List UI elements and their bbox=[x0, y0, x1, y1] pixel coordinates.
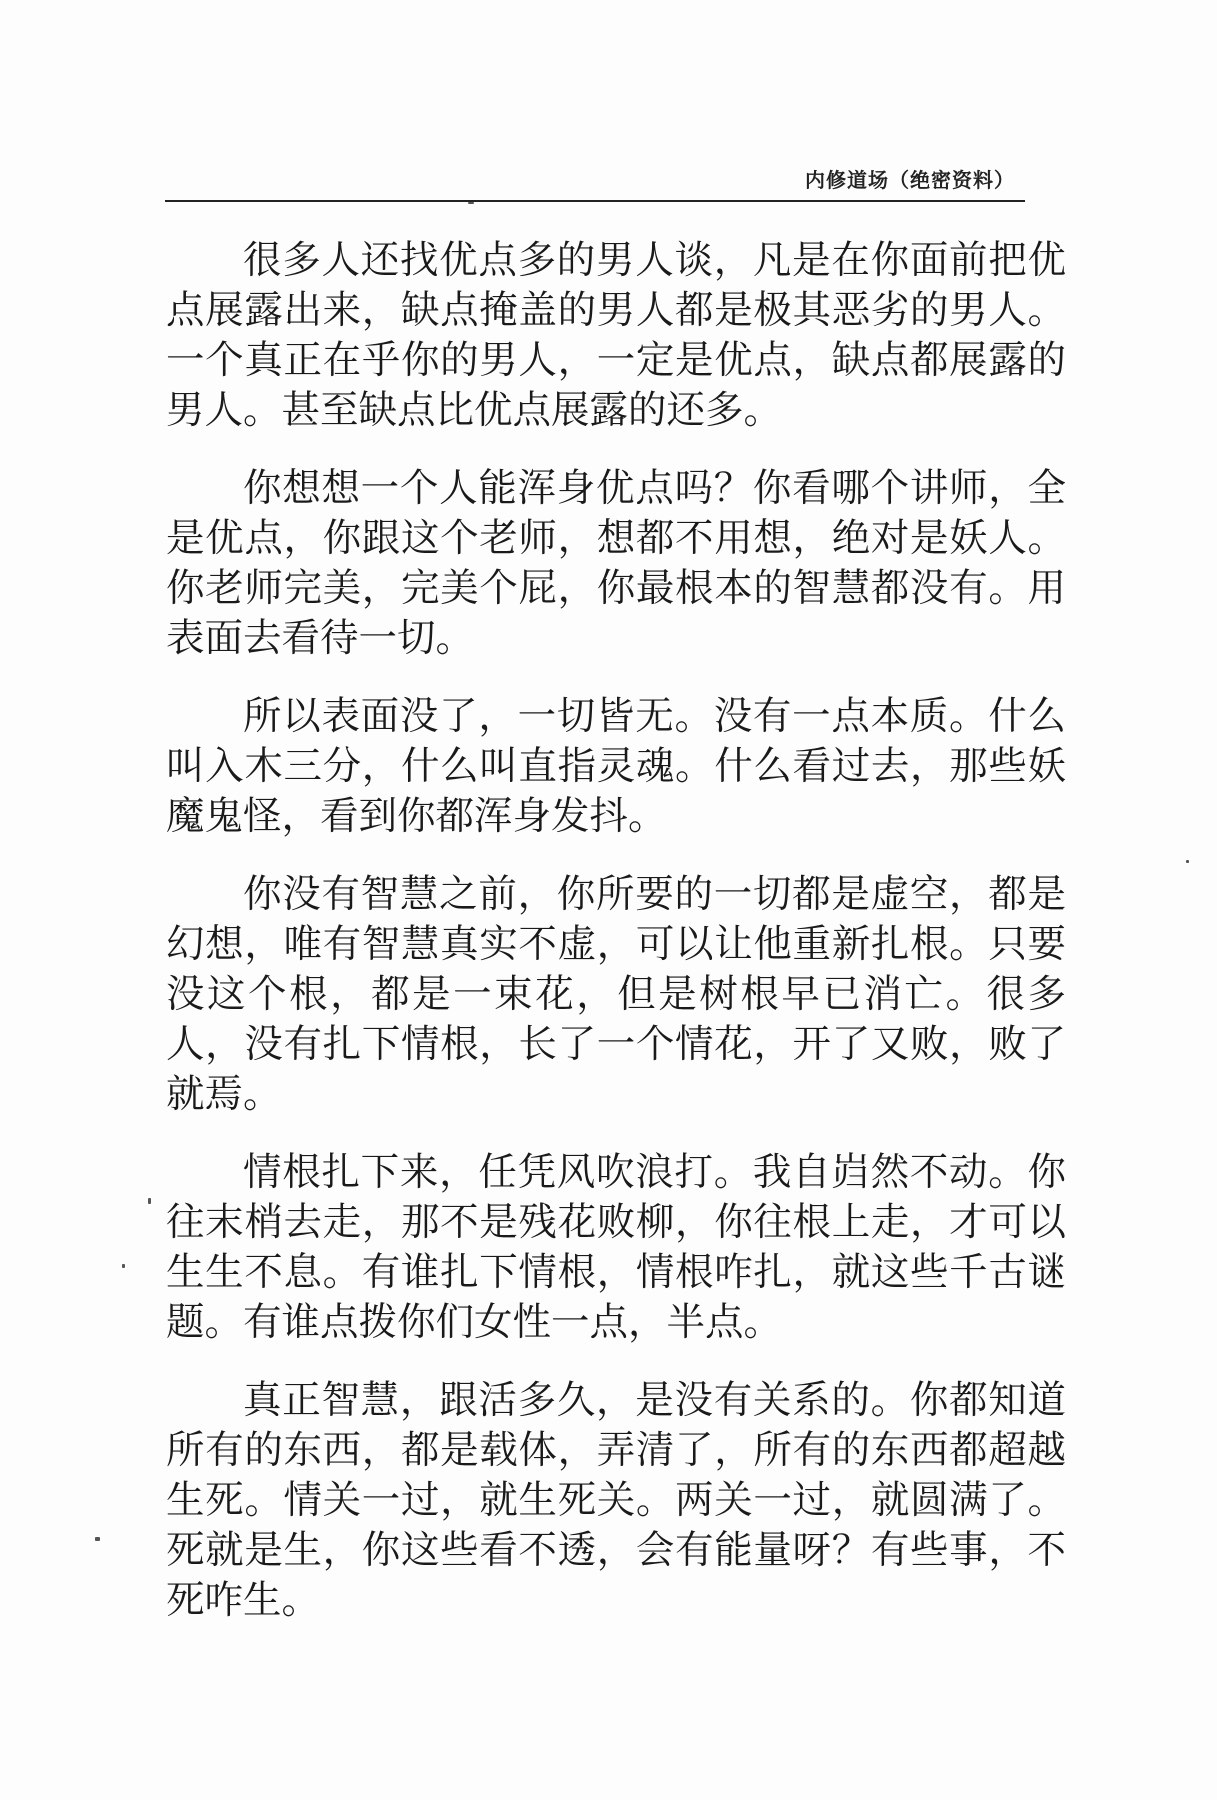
paragraph-6: 真正智慧，跟活多久，是没有关系的。你都知道所有的东西，都是载体，弄清了，所有的东西都超越生死。情关一过，就生死关。两关一过，就圆满了。死就是生，你这些看不透，会有能量呀？有些事，不死咋生。 bbox=[166, 1378, 1066, 1623]
paragraph-5: 情根扎下来，任凭风吹浪打。我自岿然不动。你往末梢去走，那不是残花败柳，你往根上走，才可以生生不息。有谁扎下情根，情根咋扎，就这些千古谜题。有谁点拨你们女性一点，半点。 bbox=[166, 1150, 1066, 1345]
scan-speck bbox=[148, 1198, 151, 1204]
scan-speck bbox=[122, 1264, 125, 1268]
scan-speck bbox=[468, 202, 474, 204]
scan-speck bbox=[95, 1537, 100, 1541]
paragraph-3: 所以表面没了，一切皆无。没有一点本质。什么叫入木三分，什么叫直指灵魂。什么看过去，那些妖魔鬼怪，看到你都浑身发抖。 bbox=[166, 694, 1066, 839]
paragraph-2: 你想想一个人能浑身优点吗？你看哪个讲师，全是优点，你跟这个老师，想都不用想，绝对是妖人。你老师完美，完美个屁，你最根本的智慧都没有。用表面去看待一切。 bbox=[166, 466, 1066, 661]
paragraph-1: 很多人还找优点多的男人谈，凡是在你面前把优点展露出来，缺点掩盖的男人都是极其恶劣的男人。一个真正在乎你的男人，一定是优点，缺点都展露的男人。甚至缺点比优点展露的还多。 bbox=[166, 238, 1066, 433]
scan-speck bbox=[1186, 860, 1189, 863]
running-header bbox=[165, 160, 1025, 202]
paragraph-4: 你没有智慧之前，你所要的一切都是虚空，都是幻想，唯有智慧真实不虚，可以让他重新扎根。只要没这个根，都是一束花，但是树根早已消亡。很多人，没有扎下情根，长了一个情花，开了又败，败了就焉。 bbox=[166, 872, 1066, 1117]
body-text bbox=[166, 236, 1066, 1654]
running-header-title: 内修道场（绝密资料） bbox=[805, 168, 1015, 192]
